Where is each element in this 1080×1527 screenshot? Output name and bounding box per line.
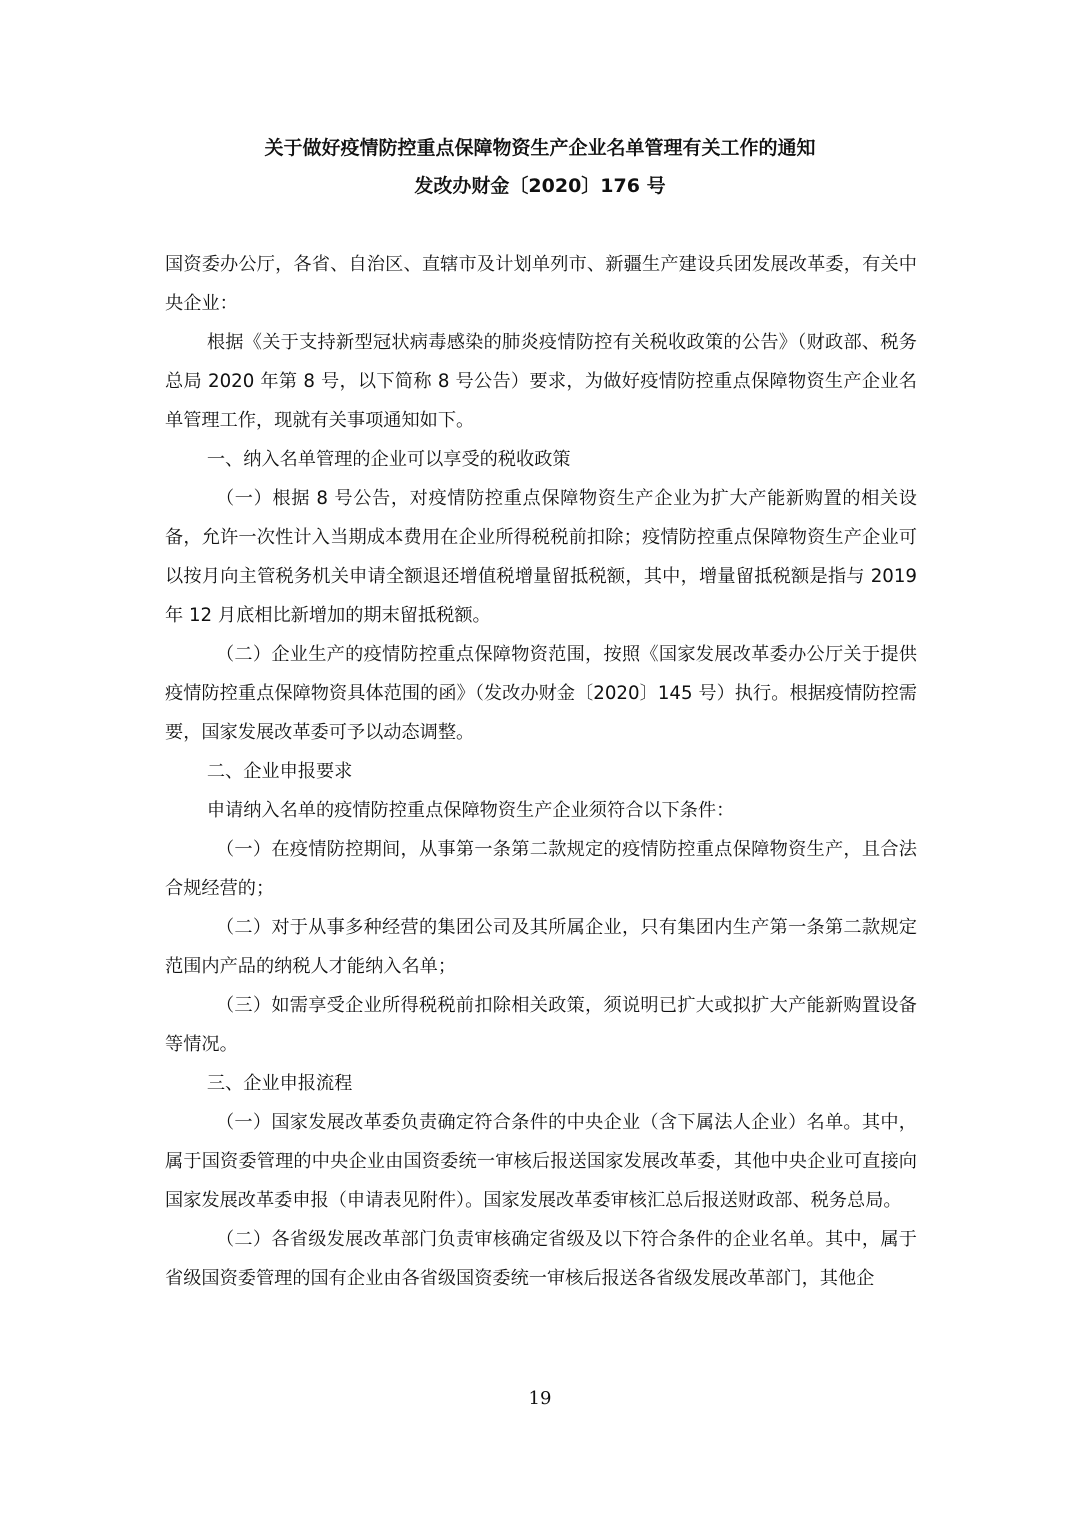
document-title: 关于做好疫情防控重点保障物资生产企业名单管理有关工作的通知	[264, 137, 816, 159]
document-number: 发改办财金〔2020〕176 号	[414, 175, 666, 197]
document-body	[165, 245, 917, 1298]
section-heading: 一、纳入名单管理的企业可以享受的税收政策	[206, 449, 571, 470]
section-paragraph: （一）在疫情防控期间，从事第一条第二款规定的疫情防控重点保障物资生产，且合法合规经营的；	[165, 839, 917, 899]
page-number: 19	[528, 1388, 552, 1409]
section-paragraph: （一）根据 8 号公告，对疫情防控重点保障物资生产企业为扩大产能新购置的相关设备，允许一次性计入当期成本费用在企业所得税税前扣除；疫情防控重点保障物资生产企业可以按月向主管税务机关申请全额退还增值税增量留抵税额，其中，增量留抵税额是指与 2019 年 12 月底相比新增加的期末留抵税额。	[165, 488, 917, 626]
section-paragraph: （三）如需享受企业所得税税前扣除相关政策，须说明已扩大或拟扩大产能新购置设备等情况。	[165, 995, 917, 1055]
section-paragraph: （二）各省级发展改革部门负责审核确定省级及以下符合条件的企业名单。其中，属于省级国资委管理的国有企业由各省级国资委统一审核后报送各省级发展改革部门，其他企	[165, 1229, 917, 1289]
section-heading: 二、企业申报要求	[206, 761, 353, 782]
section-heading: 三、企业申报流程	[206, 1073, 353, 1094]
section-paragraph: （二）企业生产的疫情防控重点保障物资范围，按照《国家发展改革委办公厅关于提供疫情防控重点保障物资具体范围的函》（发改办财金〔2020〕145 号）执行。根据疫情防控需要，国家发展改革委可予以动态调整。	[165, 644, 917, 743]
section-paragraph: （二）对于从事多种经营的集团公司及其所属企业，只有集团内生产第一条第二款规定范围内产品的纳税人才能纳入名单；	[165, 917, 917, 977]
section-paragraph: （一）国家发展改革委负责确定符合条件的中央企业（含下属法人企业）名单。其中，属于国资委管理的中央企业由国资委统一审核后报送国家发展改革委，其他中央企业可直接向国家发展改革委申报（申请表见附件）。国家发展改革委审核汇总后报送财政部、税务总局。	[165, 1112, 917, 1211]
section-paragraph: 申请纳入名单的疫情防控重点保障物资生产企业须符合以下条件：	[206, 800, 735, 821]
intro-paragraph: 根据《关于支持新型冠状病毒感染的肺炎疫情防控有关税收政策的公告》（财政部、税务总局 2020 年第 8 号，以下简称 8 号公告）要求，为做好疫情防控重点保障物资生产企业名单管理工作，现就有关事项通知如下。	[165, 332, 917, 431]
addressee-paragraph: 国资委办公厅，各省、自治区、直辖市及计划单列市、新疆生产建设兵团发展改革委，有关中央企业：	[165, 254, 917, 314]
